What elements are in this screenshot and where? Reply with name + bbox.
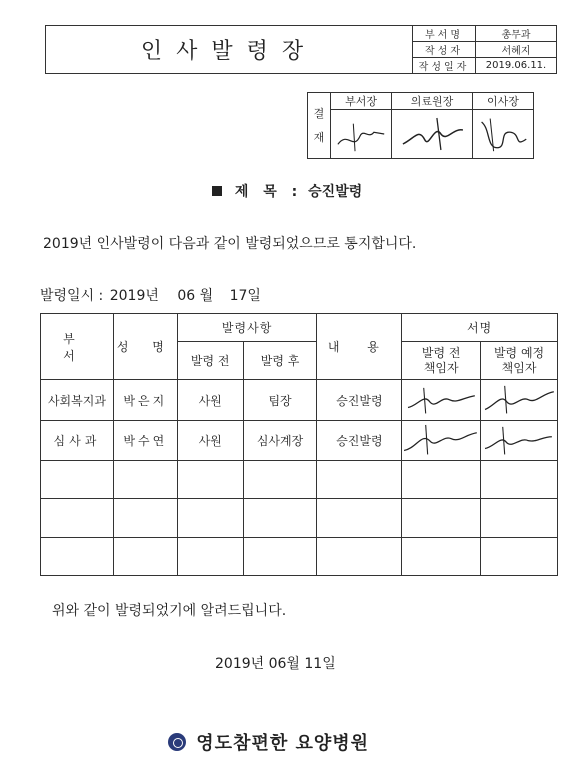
signature-mark bbox=[481, 421, 557, 460]
order-date-line bbox=[40, 285, 261, 305]
signature-dept-head bbox=[331, 110, 392, 159]
intro-text: 2019년 인사발령이 다음과 같이 발령되었으므로 통지합니다. bbox=[43, 236, 417, 252]
header-name: 성 명 bbox=[113, 314, 177, 380]
table-row bbox=[41, 380, 558, 420]
header-before: 발령 전 bbox=[177, 342, 243, 380]
signature-mark bbox=[402, 380, 480, 419]
issued-date: 2019년 06월 11일 bbox=[215, 656, 336, 672]
role-dept-head: 부서장 bbox=[331, 93, 392, 110]
date-value: 2019.06.11. bbox=[476, 58, 557, 74]
author-value: 서혜지 bbox=[476, 42, 557, 58]
order-date-month: 06 월 bbox=[177, 288, 214, 304]
order-date-day: 17일 bbox=[229, 288, 261, 304]
document-title: 인사발령장 bbox=[46, 26, 413, 74]
row-name: 박수연 bbox=[113, 420, 177, 460]
row-sign-after bbox=[481, 420, 558, 460]
header-sign-before-line2: 책임자 bbox=[423, 360, 459, 375]
row-after: 팀장 bbox=[243, 380, 317, 420]
header-content: 내 용 bbox=[317, 314, 402, 380]
header-sign-group: 서명 bbox=[402, 314, 558, 342]
personnel-table bbox=[40, 313, 558, 576]
header-sign-after-line1: 발령 예정 bbox=[493, 345, 545, 360]
row-after: 심사계장 bbox=[243, 420, 317, 460]
subject-line bbox=[212, 181, 362, 201]
order-date-year: 2019년 bbox=[109, 288, 159, 304]
signature-mark bbox=[481, 380, 557, 419]
row-name: 박은지 bbox=[113, 380, 177, 420]
header-sign-after bbox=[481, 342, 558, 380]
signature-medical-director bbox=[392, 110, 473, 159]
approval-side-label bbox=[308, 93, 331, 159]
role-chairman: 이사장 bbox=[472, 93, 533, 110]
header-dept: 부 서 bbox=[41, 314, 114, 380]
role-medical-director: 의료원장 bbox=[392, 93, 473, 110]
subject-label: 제 목 : bbox=[234, 184, 302, 200]
signature-chairman bbox=[472, 110, 533, 159]
table-row bbox=[41, 537, 558, 575]
row-content: 승진발령 bbox=[317, 420, 402, 460]
signature-mark bbox=[473, 110, 533, 158]
header-sign-before bbox=[402, 342, 481, 380]
table-row bbox=[41, 499, 558, 537]
order-date-label: 발령일시 : bbox=[40, 288, 104, 304]
row-before: 사원 bbox=[177, 420, 243, 460]
signature-mark bbox=[331, 110, 391, 158]
bullet-square-icon bbox=[212, 186, 222, 196]
header-action-group: 발령사항 bbox=[177, 314, 317, 342]
row-dept: 심사과 bbox=[41, 420, 114, 460]
signature-mark bbox=[392, 110, 472, 158]
row-sign-before bbox=[402, 420, 481, 460]
approval-table bbox=[307, 92, 534, 159]
closing-text: 위와 같이 발령되었기에 알려드립니다. bbox=[52, 603, 287, 619]
dept-label: 부서명 bbox=[413, 26, 476, 42]
date-label: 작성일자 bbox=[413, 58, 476, 74]
row-sign-after bbox=[481, 380, 558, 420]
subject-value: 승진발령 bbox=[308, 184, 363, 200]
row-sign-before bbox=[402, 380, 481, 420]
organization-line bbox=[168, 729, 369, 755]
header-table bbox=[45, 25, 557, 74]
signature-mark bbox=[402, 421, 480, 460]
author-label: 작성자 bbox=[413, 42, 476, 58]
table-row bbox=[41, 420, 558, 460]
table-row bbox=[41, 461, 558, 499]
hospital-logo-icon bbox=[168, 733, 186, 751]
header-after: 발령 후 bbox=[243, 342, 317, 380]
organization-name: 영도참편한 요양병원 bbox=[196, 733, 370, 754]
header-sign-after-line2: 책임자 bbox=[501, 360, 537, 375]
row-before: 사원 bbox=[177, 380, 243, 420]
approval-side-text: 결재 bbox=[313, 106, 325, 144]
dept-value: 총무과 bbox=[476, 26, 557, 42]
row-content: 승진발령 bbox=[317, 380, 402, 420]
row-dept: 사회복지과 bbox=[41, 380, 114, 420]
header-sign-before-line1: 발령 전 bbox=[421, 345, 461, 360]
